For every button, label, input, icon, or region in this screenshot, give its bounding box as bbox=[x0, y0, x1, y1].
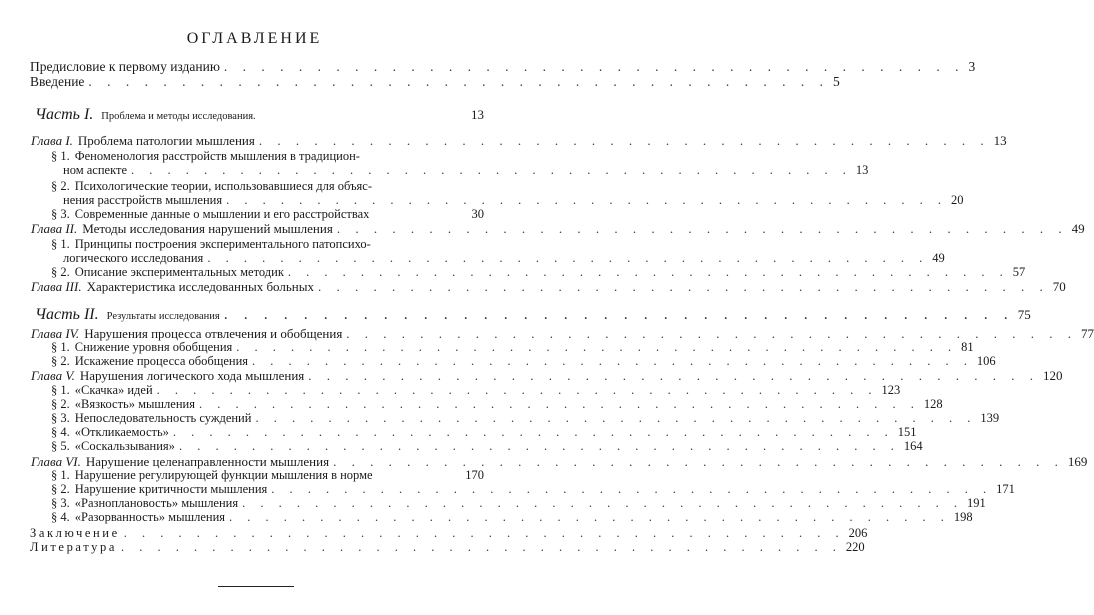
toc-entry-page: 191 bbox=[966, 496, 986, 510]
dot-leader: . . . . . . . . . . . . . . . . . . . . . . . . . . . . . . . . . . . . . . . . bbox=[88, 74, 830, 89]
toc-entry-label bbox=[51, 440, 175, 453]
toc-entry bbox=[51, 469, 484, 482]
toc-entry bbox=[31, 221, 1085, 236]
toc-entry bbox=[51, 439, 923, 453]
toc-entry-number: Часть I. bbox=[35, 106, 94, 123]
toc-entry-number: Глава IV. bbox=[31, 326, 80, 341]
toc-entry-number: Глава I. bbox=[31, 133, 73, 148]
toc-entry-label bbox=[63, 252, 203, 265]
dot-leader: . . . . . . . . . . . . . . . . . . . . . . . . . . . . . . . . . . . . . . . . bbox=[121, 540, 842, 554]
dot-leader: . . . . . . . . . . . . . . . . . . . . . . . . . . . . . . . . . . . . . . . . bbox=[172, 425, 894, 439]
toc-entry bbox=[63, 251, 945, 265]
toc-entry-label bbox=[31, 455, 329, 468]
toc-entry-text: «Вязкость» мышления bbox=[74, 397, 195, 411]
toc-entry-text: Литература bbox=[30, 540, 117, 554]
toc-entry-page: 13 bbox=[471, 107, 484, 122]
toc-entry-number: § 2. bbox=[51, 397, 70, 411]
toc-entry-page: 123 bbox=[881, 383, 901, 397]
toc-entry-label bbox=[30, 75, 84, 88]
toc-entry-number: Глава VI. bbox=[31, 454, 81, 469]
toc-entry-text: «Соскальзывания» bbox=[74, 439, 175, 453]
toc-entry-text: Результаты исследования bbox=[106, 311, 220, 322]
toc-entry-page: 57 bbox=[1012, 265, 1026, 279]
toc-entry bbox=[63, 163, 869, 177]
toc-entry-text: Проблема патологии мышления bbox=[77, 133, 255, 148]
toc-entry-number: § 5. bbox=[51, 439, 70, 453]
toc-entry-number: § 2. bbox=[51, 354, 70, 368]
toc-entry-page: 13 bbox=[855, 163, 869, 177]
toc-entry-text: «Скачка» идей bbox=[74, 383, 153, 397]
toc-entry-number: § 1. bbox=[51, 340, 70, 354]
toc-entry bbox=[51, 411, 1000, 425]
toc-entry-text: Современные данные о мышлении и его расстройствах bbox=[74, 207, 370, 221]
toc-entry-number: § 1. bbox=[51, 468, 70, 482]
toc-entry-text: Заключение bbox=[30, 526, 120, 540]
toc-entry-page: 164 bbox=[903, 439, 923, 453]
dot-leader: . . . . . . . . . . . . . . . . . . . . . . . . . . . . . . . . . . . . . . . . bbox=[123, 526, 845, 540]
toc-entry-label bbox=[30, 541, 117, 554]
toc-entry-text: Искажение процесса обобщения bbox=[74, 354, 249, 368]
toc-entry-label bbox=[51, 412, 251, 425]
toc-entry-page: 3 bbox=[968, 59, 976, 74]
toc-entry-text: «Разноплановость» мышления bbox=[74, 496, 239, 510]
toc-entry-label bbox=[51, 497, 238, 510]
toc-entry-page: 206 bbox=[848, 526, 868, 540]
toc-entry bbox=[31, 326, 1094, 341]
dot-leader: . . . . . . . . . . . . . . . . . . . . . . . . . . . . . . . . . . . . . . . . bbox=[346, 326, 1078, 341]
toc-entry-text: Описание экспериментальных методик bbox=[74, 265, 284, 279]
dot-leader: . . . . . . . . . . . . . . . . . . . . . . . . . . . . . . . . . . . . . . . . bbox=[178, 439, 900, 453]
dot-leader: . . . . . . . . . . . . . . . . . . . . . . . . . . . . . . . . . . . . . . . . bbox=[308, 368, 1039, 383]
toc-entry-page: 20 bbox=[950, 193, 964, 207]
toc-entry-number: § 2. bbox=[51, 265, 70, 279]
dot-leader: . . . . . . . . . . . . . . . . . . . . . . . . . . . . . . . . . . . . . . . . bbox=[258, 133, 990, 148]
toc-entry-label bbox=[51, 398, 195, 411]
toc-entry bbox=[30, 540, 865, 554]
toc-entry-number: § 1. bbox=[51, 383, 70, 397]
toc-entry-page: 198 bbox=[953, 510, 973, 524]
toc-entry bbox=[51, 238, 484, 251]
toc-entry-text: Снижение уровня обобщения bbox=[74, 340, 233, 354]
toc-entry-label bbox=[30, 527, 120, 540]
toc-entry-page: 75 bbox=[1017, 307, 1031, 322]
toc-entry bbox=[31, 368, 1063, 383]
toc-entry-page: 171 bbox=[996, 482, 1015, 496]
toc-entry-page: 77 bbox=[1081, 326, 1094, 341]
toc-entry-text: «Разорванность» мышления bbox=[74, 510, 226, 524]
toc-entry-text: Проблема и методы исследования. bbox=[101, 111, 256, 122]
toc-entry-text: Феноменология расстройств мышления в традицион- bbox=[74, 149, 360, 163]
toc-entry-label bbox=[31, 222, 333, 235]
toc-entry-text: «Откликаемость» bbox=[74, 425, 169, 439]
toc-entry-page: 151 bbox=[897, 425, 917, 439]
toc-entry-text: Нарушения процесса отвлечения и обобщения bbox=[84, 326, 343, 341]
toc-entry-number: Часть II. bbox=[35, 306, 99, 323]
dot-leader: . . . . . . . . . . . . . . . . . . . . . . . . . . . . . . . . . . . . . . . . bbox=[207, 251, 929, 265]
toc-entry-text: логического исследования bbox=[63, 251, 204, 265]
toc-entry-page: 5 bbox=[833, 74, 840, 89]
toc-entry-label bbox=[51, 238, 371, 251]
toc-entry bbox=[51, 354, 996, 368]
toc-entry-page: 139 bbox=[980, 411, 1000, 425]
dot-leader: . . . . . . . . . . . . . . . . . . . . . . . . . . . . . . . . . . . . . . . . bbox=[236, 340, 958, 354]
toc-entry-label bbox=[51, 341, 232, 354]
toc-entry bbox=[30, 526, 868, 540]
toc-entry-label bbox=[31, 280, 314, 293]
toc-entry-text: Нарушения логического хода мышления bbox=[79, 368, 305, 383]
toc-entry bbox=[30, 74, 840, 89]
toc-entry-label bbox=[51, 150, 360, 163]
toc-title: ОГЛАВЛЕНИЕ bbox=[186, 30, 323, 47]
dot-leader: . . . . . . . . . . . . . . . . . . . . . . . . . . . . . . . . . . . . . . . . bbox=[223, 306, 1014, 323]
toc-entry-text: Психологические теории, использовавшиеся для объяс- bbox=[74, 179, 372, 193]
toc-entry bbox=[51, 397, 943, 411]
toc-entry bbox=[51, 340, 974, 354]
toc-entry bbox=[51, 510, 973, 524]
toc-entry-number: § 2. bbox=[51, 179, 70, 193]
toc-entry-text: Введение bbox=[30, 74, 85, 89]
dot-leader: . . . . . . . . . . . . . . . . . . . . . . . . . . . . . . . . . . . . . . . . bbox=[336, 221, 1068, 236]
toc-entry bbox=[51, 425, 917, 439]
toc-entry-page: 70 bbox=[1052, 279, 1066, 294]
end-rule bbox=[218, 586, 294, 587]
dot-leader: . . . . . . . . . . . . . . . . . . . . . . . . . . . . . . . . . . . . . . . . bbox=[333, 454, 1064, 469]
toc-entry-label bbox=[35, 308, 220, 323]
toc-entry bbox=[31, 454, 1088, 469]
toc-entry-number: § 4. bbox=[51, 510, 70, 524]
toc-entry-label bbox=[51, 426, 169, 439]
toc-entry-text: Принципы построения экспериментального патопсихо- bbox=[74, 237, 371, 251]
toc-entry-label bbox=[63, 194, 222, 207]
toc-entry-label bbox=[31, 327, 342, 340]
toc-entry-page: 169 bbox=[1067, 454, 1088, 469]
toc-entry-number: § 2. bbox=[51, 482, 70, 496]
toc-entry-number: § 1. bbox=[51, 149, 70, 163]
dot-leader: . . . . . . . . . . . . . . . . . . . . . . . . . . . . . . . . . . . . . . . . bbox=[242, 496, 963, 510]
toc-entry bbox=[30, 59, 976, 74]
toc-entry-page: 81 bbox=[961, 340, 974, 354]
toc-entry bbox=[31, 279, 1066, 294]
toc-entry-label bbox=[35, 108, 256, 123]
dot-leader: . . . . . . . . . . . . . . . . . . . . . . . . . . . . . . . . . . . . . . . . bbox=[223, 59, 965, 74]
toc-entry-text: нения расстройств мышления bbox=[63, 193, 223, 207]
toc-entry-page: 49 bbox=[1071, 221, 1085, 236]
toc-entry bbox=[31, 133, 1007, 148]
toc-entry-label bbox=[51, 266, 284, 279]
toc-entry-text: Нарушение критичности мышления bbox=[74, 482, 268, 496]
toc-entry-page: 220 bbox=[845, 540, 865, 554]
toc-entry bbox=[51, 208, 484, 221]
toc-entry-text: ном аспекте bbox=[63, 163, 127, 177]
toc-entry bbox=[51, 150, 484, 163]
toc-entry-number: Глава II. bbox=[31, 221, 78, 236]
toc-entry-label bbox=[31, 134, 255, 147]
toc-entry bbox=[35, 306, 1031, 323]
toc-entry-number: § 3. bbox=[51, 411, 70, 425]
dot-leader: . . . . . . . . . . . . . . . . . . . . . . . . . . . . . . . . . . . . . . . . bbox=[131, 163, 852, 177]
toc-entry bbox=[51, 383, 901, 397]
toc-entry-number: § 1. bbox=[51, 237, 70, 251]
toc-entry-page: 170 bbox=[465, 468, 484, 482]
toc-entry-text: Предисловие к первому изданию bbox=[30, 59, 220, 74]
toc-entry-label bbox=[30, 60, 220, 73]
dot-leader: . . . . . . . . . . . . . . . . . . . . . . . . . . . . . . . . . . . . . . . . bbox=[287, 265, 1009, 279]
dot-leader: . . . . . . . . . . . . . . . . . . . . . . . . . . . . . . . . . . . . . . . . bbox=[226, 193, 947, 207]
toc-entry-label bbox=[51, 180, 372, 193]
toc-entry-number: Глава V. bbox=[31, 368, 75, 383]
toc-entry-text: Методы исследования нарушений мышления bbox=[82, 221, 333, 236]
toc-entry-text: Нарушение целенаправленности мышления bbox=[85, 454, 330, 469]
dot-leader: . . . . . . . . . . . . . . . . . . . . . . . . . . . . . . . . . . . . . . . . bbox=[318, 279, 1049, 294]
toc-entry-label bbox=[51, 469, 373, 482]
toc-entry-text: Непоследовательность суждений bbox=[74, 411, 252, 425]
toc-entry-page: 49 bbox=[932, 251, 945, 265]
toc-entry-label bbox=[51, 384, 153, 397]
toc-entry-number: § 4. bbox=[51, 425, 70, 439]
dot-leader: . . . . . . . . . . . . . . . . . . . . . . . . . . . . . . . . . . . . . . . . bbox=[229, 510, 950, 524]
toc-entry bbox=[51, 482, 1015, 496]
toc-entry-number: § 3. bbox=[51, 496, 70, 510]
dot-leader: . . . . . . . . . . . . . . . . . . . . . . . . . . . . . . . . . . . . . . . . bbox=[156, 383, 878, 397]
toc-entry-text: Нарушение регулирующей функции мышления в норме bbox=[74, 468, 373, 482]
toc-entry-label bbox=[51, 355, 248, 368]
toc-entry-label bbox=[51, 483, 267, 496]
toc-entry-page: 128 bbox=[923, 397, 943, 411]
toc-entry-number: Глава III. bbox=[31, 279, 82, 294]
toc-entry-number: § 3. bbox=[51, 207, 70, 221]
toc-entry bbox=[51, 265, 1026, 279]
toc-entry-text: Характеристика исследованных больных bbox=[86, 279, 314, 294]
toc-entry-page: 30 bbox=[471, 207, 484, 221]
dot-leader: . . . . . . . . . . . . . . . . . . . . . . . . . . . . . . . . . . . . . . . . bbox=[252, 354, 973, 368]
toc-entry-page: 13 bbox=[993, 133, 1007, 148]
toc-entry-label bbox=[31, 369, 304, 382]
toc-entry bbox=[63, 193, 964, 207]
toc-entry-label bbox=[63, 164, 127, 177]
toc-entry bbox=[35, 108, 484, 123]
toc-entry-label bbox=[51, 208, 369, 221]
toc-entry bbox=[51, 180, 484, 193]
toc-entry-page: 120 bbox=[1043, 368, 1063, 383]
dot-leader: . . . . . . . . . . . . . . . . . . . . . . . . . . . . . . . . . . . . . . . . bbox=[198, 397, 920, 411]
toc-entry-page: 106 bbox=[976, 354, 996, 368]
toc-entry-label bbox=[51, 511, 225, 524]
toc-entry bbox=[51, 496, 986, 510]
dot-leader: . . . . . . . . . . . . . . . . . . . . . . . . . . . . . . . . . . . . . . . . bbox=[255, 411, 977, 425]
dot-leader: . . . . . . . . . . . . . . . . . . . . . . . . . . . . . . . . . . . . . . . . bbox=[271, 482, 993, 496]
